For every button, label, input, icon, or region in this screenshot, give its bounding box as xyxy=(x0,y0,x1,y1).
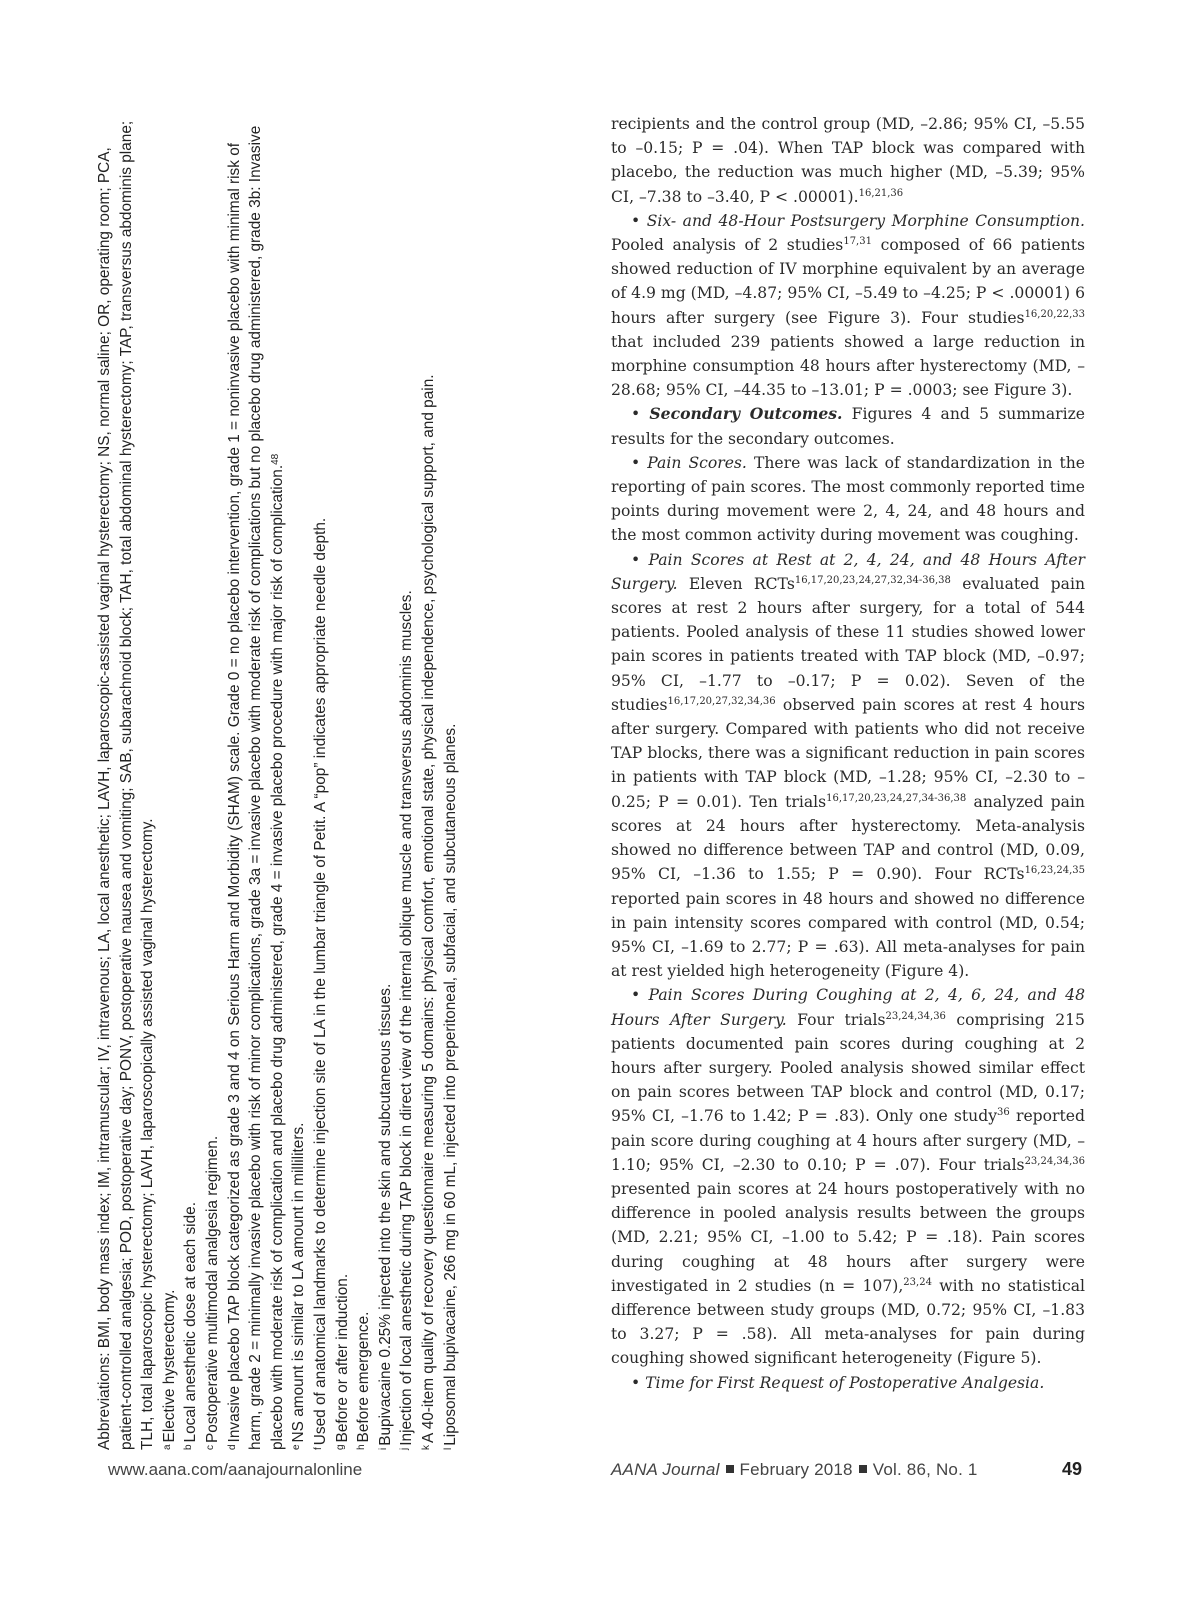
footnote-a: $^a$Elective hysterectomy. xyxy=(160,1289,178,1450)
issue-date: February 2018 xyxy=(739,1460,853,1479)
citation: 16,17,20,23,24,27,34-36,38 xyxy=(826,792,967,804)
paragraph-pain-rest: • Pain Scores at Rest at 2, 4, 24, and 48 Hours After Surgery. Eleven RCTs$^{16,17,20,23,24,27,32,34-36,38}$ evaluated pain scores at rest 2 hours after surgery, for a total of 544 patients. Pooled analysis of these 11 studies showed lower pain scores in patients treated with TAP block (MD, –0.97; 95% CI, –1.77 to –0.17; P = 0.02). Seven of the studies$^{16,17,20,27,32,34,36}$ observed pain scores at rest 4 hours after surgery. Compared with patients who did not receive TAP blocks, there was a significant reduction in pain scores in patients with TAP block (MD, –1.28; 95% CI, –2.30 to –0.25; P = 0.01). Ten trials$^{16,17,20,23,24,27,34-36,38}$ analyzed pain scores at 24 hours after hysterectomy. Meta-analysis showed no difference between TAP and control (MD, 0.09, 95% CI, –1.36 to 1.55; P = 0.90). Four RCTs$^{16,23,24,35}$ reported pain scores in 48 hours and showed no difference in pain intensity scores compared with control (MD, 0.54; 95% CI, –1.69 to 2.77; P = .63). All meta-analyses for pain at rest yielded high heterogeneity (Figure 4). xyxy=(611,550,1086,981)
citation: 16,20,22,33 xyxy=(1024,308,1085,320)
footer-url[interactable]: www.aana.com/aanajournalonline xyxy=(108,1460,363,1479)
subheading-secondary: Secondary Outcomes. xyxy=(649,404,843,424)
citation: 23,24 xyxy=(903,1276,932,1288)
citation: 16,23,24,35 xyxy=(1024,865,1085,877)
footnote-e: $^e$NS amount is similar to LA amount in milliliters. xyxy=(290,1122,308,1450)
footnote-j: $^j$Injection of local anesthetic during TAP block in direct view of the internal oblique muscle and transversus abdominis muscles. xyxy=(398,590,416,1450)
footnote-l: $^l$Liposomal bupivacaine, 266 mg in 60 mL, injected into preperitoneal, subfacial, and subcutaneous planes. xyxy=(441,723,459,1450)
subheading-pain-coughing: Pain Scores During Coughing at 2, 4, 6, 24, and 48 Hours After Surgery. xyxy=(611,986,1086,1029)
subheading-morphine: Six- and 48-Hour Postsurgery Morphine Consumption. xyxy=(646,211,1085,230)
citation: 23,24,34,36 xyxy=(885,1010,946,1022)
citation: 16,21,36 xyxy=(858,187,904,199)
citation: 23,24,34,36 xyxy=(1024,1155,1085,1167)
citation: 36 xyxy=(997,1107,1010,1119)
footnote-f: $^f$Used of anatomical landmarks to determine injection site of LA in the lumbar triangle of Petit. A “pop” indicates appropriate needle depth. xyxy=(311,517,329,1450)
paragraph-pain-scores: • Pain Scores. There was lack of standardization in the reporting of pain scores. The most commonly reported time points during movement were 2, 4, 24, and 48 hours and the most common activity during movement was coughing. xyxy=(611,453,1085,545)
square-bullet-icon xyxy=(726,1465,734,1473)
paragraph-pain-coughing: • Pain Scores During Coughing at 2, 4, 6, 24, and 48 Hours After Surgery. Four trials$^{23,24,34,36}$ comprising 215 patients documented pain scores during coughing at 2 hours after surgery. Pooled analysis showed similar effect on pain scores between TAP block and control (MD, 0.17; 95% CI, –1.76 to 1.42; P = .83). Only one study$^{36}$ reported pain score during coughing at 4 hours after surgery (MD, –1.10; 95% CI, –2.30 to 0.10; P = .07). Four trials$^{23,24,34,36}$ presented pain scores at 24 hours postoperatively with no difference in pooled analysis results between the groups (MD, 2.21; 95% CI, –1.00 to 5.42; P = .18). Pain scores during coughing at 48 hours after surgery were investigated in 2 studies (n = 107),$^{23,24}$ with no statistical difference between study groups (MD, 0.72; 95% CI, –1.83 to 3.27; P = .58). All meta-analyses for pain during coughing showed significant heterogeneity (Figure 5). xyxy=(611,986,1086,1368)
footnote-k: $^k$A 40-item quality of recovery questionnaire measuring 5 domains: physical comfort, emotional state, physical independence, psychological support, and pain. xyxy=(419,374,437,1450)
footnote-c: $^c$Postoperative multimodal analgesia regimen. xyxy=(203,1135,221,1450)
citation: 16,17,20,27,32,34,36 xyxy=(667,695,776,707)
footnote-g: $^g$Before or after induction. xyxy=(333,1273,351,1450)
volume-issue: Vol. 86, No. 1 xyxy=(872,1460,978,1479)
subheading-pain-scores: Pain Scores. xyxy=(647,453,747,472)
footnote-b: $^b$Local anesthetic dose at each side. xyxy=(182,1202,200,1450)
abbreviations-note: Abbreviations: BMI, body mass index; IM, intramuscular; IV, intravenous; LA, local anesthetic; LAVH, laparoscopic-assisted vaginal hysterectomy; NS, normal saline; OR, operating room; PCA, patient-controlled analgesia; POD, postoperative day; PONV, postoperative nausea and vomiting; SAB, subarachnoid block; TAH, total abdominal hysterectomy; TAP, transversus abdominis plane; TLH, total laparoscopic hysterectomy; LAVH, laparoscopically assisted vaginal hysterectomy. xyxy=(96,120,157,1450)
citation: 17,31 xyxy=(843,236,872,248)
paragraph-continued: recipients and the control group (MD, –2.86; 95% CI, –5.55 to –0.15; P = .04). When TAP block was compared with placebo, the reduction was much higher (MD, –5.39; 95% CI, –7.38 to –3.40, P < .00001).$^{16,21,36}$ xyxy=(611,115,1085,206)
square-bullet-icon xyxy=(859,1465,867,1473)
subheading-pain-rest: Pain Scores at Rest at 2, 4, 24, and 48 Hours After Surgery. xyxy=(611,550,1086,593)
citation: 16,17,20,23,24,27,32,34-36,38 xyxy=(794,574,951,586)
page-number: 49 xyxy=(1062,1459,1083,1479)
body-column xyxy=(611,112,1085,1395)
footnote-d: $^d$Invasive placebo TAP block categorized as grade 3 and 4 on Serious Harm and Morbidity (SHAM) scale. Grade 0 = no placebo intervention, grade 1 = noninvasive placebo with minimal risk of harm, grade 2 = minimally invasive placebo with risk of minor complications, grade 3a = invasive placebo with moderate risk of complications but no placebo drug administered, grade 3b: Invasive placebo with moderate risk of complication and placebo drug administered, grade 4 = invasive placebo procedure with major risk of complication.$^{48}$ xyxy=(225,125,286,1450)
journal-name: AANA Journal xyxy=(611,1460,720,1479)
footnote-h: $^h$Before emergence. xyxy=(355,1311,373,1450)
footer-citation xyxy=(611,1460,978,1480)
paragraph-secondary: • Secondary Outcomes. Figures 4 and 5 summarize results for the secondary outcomes. xyxy=(611,404,1086,448)
footnote-i: $^i$Bupivacaine 0.25% injected into the skin and subcutaneous tissues. xyxy=(376,983,394,1450)
paragraph-time-analgesia: • Time for First Request of Postoperative Analgesia. xyxy=(631,1373,1045,1392)
subheading-time-analgesia: Time for First Request of Postoperative Analgesia. xyxy=(645,1373,1045,1392)
footnote-d-reference: 48 xyxy=(269,453,281,465)
table-footnotes xyxy=(94,110,494,1450)
paragraph-morphine: • Six- and 48-Hour Postsurgery Morphine Consumption. Pooled analysis of 2 studies$^{17,31}$ composed of 66 patients showed reduction of IV morphine equivalent by an average of 4.9 mg (MD, –4.87; 95% CI, –5.49 to –4.25; P < .00001) 6 hours after surgery (see Figure 3). Four studies$^{16,20,22,33}$ that included 239 patients showed a large reduction in morphine consumption 48 hours after hysterectomy (MD, –28.68; 95% CI, –44.35 to –13.01; P = .0003; see Figure 3). xyxy=(611,211,1085,400)
